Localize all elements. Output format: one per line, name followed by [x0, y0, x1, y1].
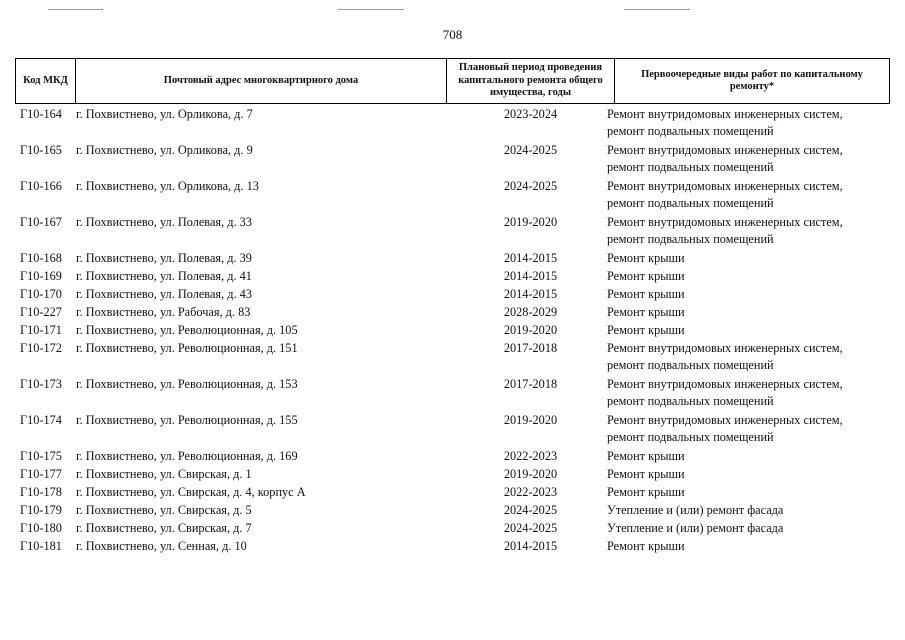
row-works: Ремонт крыши	[607, 287, 685, 301]
row-address: г. Похвистнево, ул. Орликова, д. 9	[76, 143, 253, 157]
row-works: Ремонт крыши	[607, 485, 685, 499]
table-row	[15, 376, 890, 412]
row-period: 2014-2015	[503, 251, 558, 265]
row-code: Г10-179	[20, 503, 62, 517]
row-works: ремонт подвальных помещений	[607, 232, 774, 246]
row-code: Г10-177	[20, 467, 62, 481]
row-works: Ремонт крыши	[607, 305, 685, 319]
row-period: 2024-2025	[503, 521, 558, 535]
table-body	[15, 106, 890, 556]
row-works: ремонт подвальных помещений	[607, 394, 774, 408]
row-period: 2019-2020	[503, 467, 558, 481]
row-code: Г10-173	[20, 377, 62, 391]
row-code: Г10-178	[20, 485, 62, 499]
page-number: 708	[442, 27, 463, 42]
row-period: 2014-2015	[503, 269, 558, 283]
row-works: Ремонт крыши	[607, 323, 685, 337]
row-works: Ремонт внутридомовых инженерных систем,	[607, 179, 843, 193]
table-header	[15, 58, 890, 104]
table-row	[15, 304, 890, 322]
row-works: ремонт подвальных помещений	[607, 124, 774, 138]
row-address: г. Похвистнево, ул. Революционная, д. 155	[76, 413, 298, 427]
row-address: г. Похвистнево, ул. Свирская, д. 4, корпус А	[76, 485, 306, 499]
row-works: Ремонт крыши	[607, 539, 685, 553]
row-code: Г10-167	[20, 215, 62, 229]
table-row	[15, 412, 890, 448]
table-row	[15, 448, 890, 466]
header-period: Плановый период проведения капитального ремонта общего имущества, годы	[447, 59, 615, 103]
row-period: 2022-2023	[503, 485, 558, 499]
row-period: 2019-2020	[503, 323, 558, 337]
table-row	[15, 484, 890, 502]
row-address: г. Похвистнево, ул. Революционная, д. 105	[76, 323, 298, 337]
table-row	[15, 340, 890, 376]
row-address: г. Похвистнево, ул. Свирская, д. 5	[76, 503, 252, 517]
row-period: 2028-2029	[503, 305, 558, 319]
row-address: г. Похвистнево, ул. Полевая, д. 39	[76, 251, 252, 265]
row-period: 2014-2015	[503, 287, 558, 301]
row-code: Г10-170	[20, 287, 62, 301]
row-address: г. Похвистнево, ул. Полевая, д. 41	[76, 269, 252, 283]
row-code: Г10-171	[20, 323, 62, 337]
row-period: 2022-2023	[503, 449, 558, 463]
row-period: 2023-2024	[503, 107, 558, 121]
row-address: г. Похвистнево, ул. Революционная, д. 151	[76, 341, 298, 355]
row-works: ремонт подвальных помещений	[607, 160, 774, 174]
row-address: г. Похвистнево, ул. Свирская, д. 1	[76, 467, 252, 481]
row-code: Г10-181	[20, 539, 62, 553]
table-row	[15, 466, 890, 484]
row-address: г. Похвистнево, ул. Полевая, д. 43	[76, 287, 252, 301]
row-address: г. Похвистнево, ул. Свирская, д. 7	[76, 521, 252, 535]
table-row	[15, 142, 890, 178]
row-period: 2024-2025	[503, 179, 558, 193]
table-row	[15, 250, 890, 268]
row-works: Ремонт внутридомовых инженерных систем,	[607, 215, 843, 229]
table-row	[15, 214, 890, 250]
row-works: Утепление и (или) ремонт фасада	[607, 521, 784, 535]
row-period: 2017-2018	[503, 377, 558, 391]
header-code: Код МКД	[16, 59, 76, 103]
row-works: Ремонт внутридомовых инженерных систем,	[607, 107, 843, 121]
row-address: г. Похвистнево, ул. Сенная, д. 10	[76, 539, 247, 553]
scan-artifact-right	[624, 9, 690, 10]
row-code: Г10-174	[20, 413, 62, 427]
row-works: ремонт подвальных помещений	[607, 196, 774, 210]
row-address: г. Похвистнево, ул. Полевая, д. 33	[76, 215, 252, 229]
row-works: Ремонт крыши	[607, 269, 685, 283]
table-row	[15, 286, 890, 304]
row-period: 2019-2020	[503, 413, 558, 427]
row-code: Г10-180	[20, 521, 62, 535]
row-address: г. Похвистнево, ул. Революционная, д. 153	[76, 377, 298, 391]
table-row	[15, 502, 890, 520]
row-works: Ремонт внутридомовых инженерных систем,	[607, 341, 843, 355]
row-address: г. Похвистнево, ул. Революционная, д. 169	[76, 449, 298, 463]
row-code: Г10-166	[20, 179, 62, 193]
row-works: ремонт подвальных помещений	[607, 358, 774, 372]
row-code: Г10-169	[20, 269, 62, 283]
row-code: Г10-172	[20, 341, 62, 355]
row-works: Ремонт внутридомовых инженерных систем,	[607, 413, 843, 427]
row-period: 2014-2015	[503, 539, 558, 553]
row-works: Ремонт крыши	[607, 251, 685, 265]
header-address: Почтовый адрес многоквартирного дома	[76, 59, 447, 103]
table-row	[15, 106, 890, 142]
table-row	[15, 322, 890, 340]
row-works: Утепление и (или) ремонт фасада	[607, 503, 784, 517]
row-address: г. Похвистнево, ул. Рабочая, д. 83	[76, 305, 251, 319]
row-period: 2017-2018	[503, 341, 558, 355]
row-code: Г10-165	[20, 143, 62, 157]
row-works: Ремонт внутридомовых инженерных систем,	[607, 377, 843, 391]
row-works: Ремонт крыши	[607, 467, 685, 481]
table-row	[15, 520, 890, 538]
table-row	[15, 178, 890, 214]
row-period: 2024-2025	[503, 143, 558, 157]
row-code: Г10-168	[20, 251, 62, 265]
row-period: 2019-2020	[503, 215, 558, 229]
row-works: Ремонт внутридомовых инженерных систем,	[607, 143, 843, 157]
row-works: Ремонт крыши	[607, 449, 685, 463]
row-works: ремонт подвальных помещений	[607, 430, 774, 444]
table-row	[15, 268, 890, 286]
row-address: г. Похвистнево, ул. Орликова, д. 13	[76, 179, 259, 193]
table-row	[15, 538, 890, 556]
row-address: г. Похвистнево, ул. Орликова, д. 7	[76, 107, 253, 121]
row-code: Г10-175	[20, 449, 62, 463]
row-period: 2024-2025	[503, 503, 558, 517]
row-code: Г10-164	[20, 107, 62, 121]
row-code: Г10-227	[20, 305, 62, 319]
scan-artifact-center	[338, 9, 404, 10]
scan-artifact-left	[48, 9, 103, 10]
header-works: Первоочередные виды работ по капитальному ремонту*	[641, 68, 863, 92]
